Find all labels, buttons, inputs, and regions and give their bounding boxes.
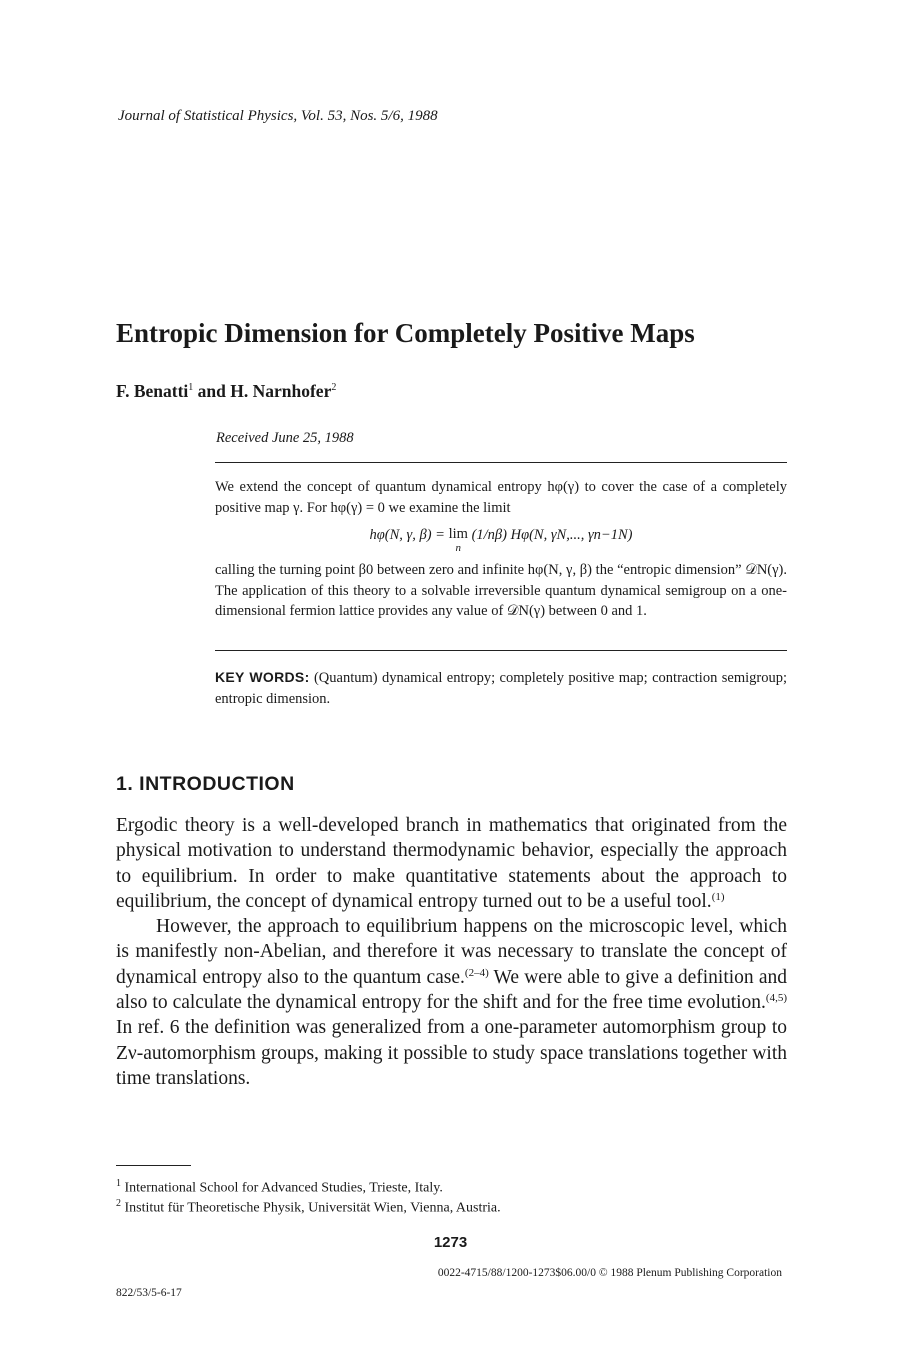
affiliation-mark-2: 2: [331, 382, 337, 394]
author-narnhofer: H. Narnhofer: [230, 381, 332, 401]
equation-limit: lim n: [448, 526, 468, 554]
author-conjunction: and: [197, 381, 226, 401]
reference-1: (1): [711, 890, 725, 903]
body-paragraph-2: However, the approach to equilibrium happens on the microscopic level, which is manifestly non-Abelian, and therefore it was necessary to translate the concept of dynamical entropy also to the quantum case.$^{(2-4)}$ We were able to give a definition and also to calculate the dynamical entropy for the shift and for the free time evolution.$^{(4,5)}$ In ref. 6 the definition was generalized from a one-parameter automorphism group to Zν-automorphism groups, making it possible to study space translations together with time translations.: [116, 916, 787, 1089]
footnote-rule: [116, 1165, 191, 1166]
abstract-paragraph-1: We extend the concept of quantum dynamical entropy hφ(γ) to cover the case of a completely positive map γ. For hφ(γ) = 0 we examine the limit: [215, 479, 787, 516]
abstract-top-rule: [215, 462, 787, 463]
introduction-body: [116, 813, 787, 1091]
limit-equation: [215, 526, 787, 554]
equation-right: (1/nβ) Hφ(N, γN,..., γn−1N): [467, 527, 633, 543]
issn-copyright: 0022-4715/88/1200-1273$06.00/0 © 1988 Plenum Publishing Corporation: [437, 1267, 782, 1279]
abstract-bottom-rule: [215, 650, 787, 651]
paper-title: Entropic Dimension for Completely Positive Maps: [116, 318, 695, 348]
author-line: [116, 381, 336, 402]
footnote-1: $^1$ International School for Advanced Studies, Trieste, Italy.: [116, 1178, 443, 1196]
abstract-paragraph-2: calling the turning point β0 between zero and infinite hφ(N, γ, β) the “entropic dimension” 𝒟N(γ). The application of this theory to a solvable irreversible quantum dynamical semigroup on a one-dimensional fermion lattice provides any value of 𝒟N(γ) between 0 and 1.: [215, 562, 787, 619]
equation-left: hφ(N, γ, β) =: [369, 527, 449, 543]
abstract: [215, 477, 787, 622]
author-benatti: F. Benatti: [116, 381, 189, 401]
equation-limit-subscript: n: [455, 542, 462, 554]
journal-header: Journal of Statistical Physics, Vol. 53, Nos. 5/6, 1988: [118, 108, 438, 124]
key-words-label: KEY WORDS:: [215, 669, 310, 685]
footnote-2: $^2$ Institut für Theoretische Physik, Universität Wien, Vienna, Austria.: [116, 1198, 501, 1216]
section-heading: 1. INTRODUCTION: [116, 773, 295, 795]
key-words: [215, 667, 787, 709]
affiliation-mark-1: 1: [188, 382, 194, 394]
reference-4-5: (4,5): [765, 992, 787, 1005]
manuscript-code: 822/53/5-6-17: [116, 1287, 182, 1299]
key-words-text: (Quantum) dynamical entropy; completely positive map; contraction semigroup; entropic dimension.: [215, 670, 787, 707]
body-paragraph-1: Ergodic theory is a well-developed branch in mathematics that originated from the physical motivation to understand thermodynamic behavior, especially the approach to equilibrium. In order to make quantitative statements about the approach to equilibrium, the concept of dynamical entropy turned out to be a useful tool.$^{(1)}$: [116, 815, 787, 912]
reference-2-4: (2–4): [464, 966, 489, 979]
page-number: 1273: [433, 1234, 468, 1251]
received-date: Received June 25, 1988: [216, 430, 354, 446]
